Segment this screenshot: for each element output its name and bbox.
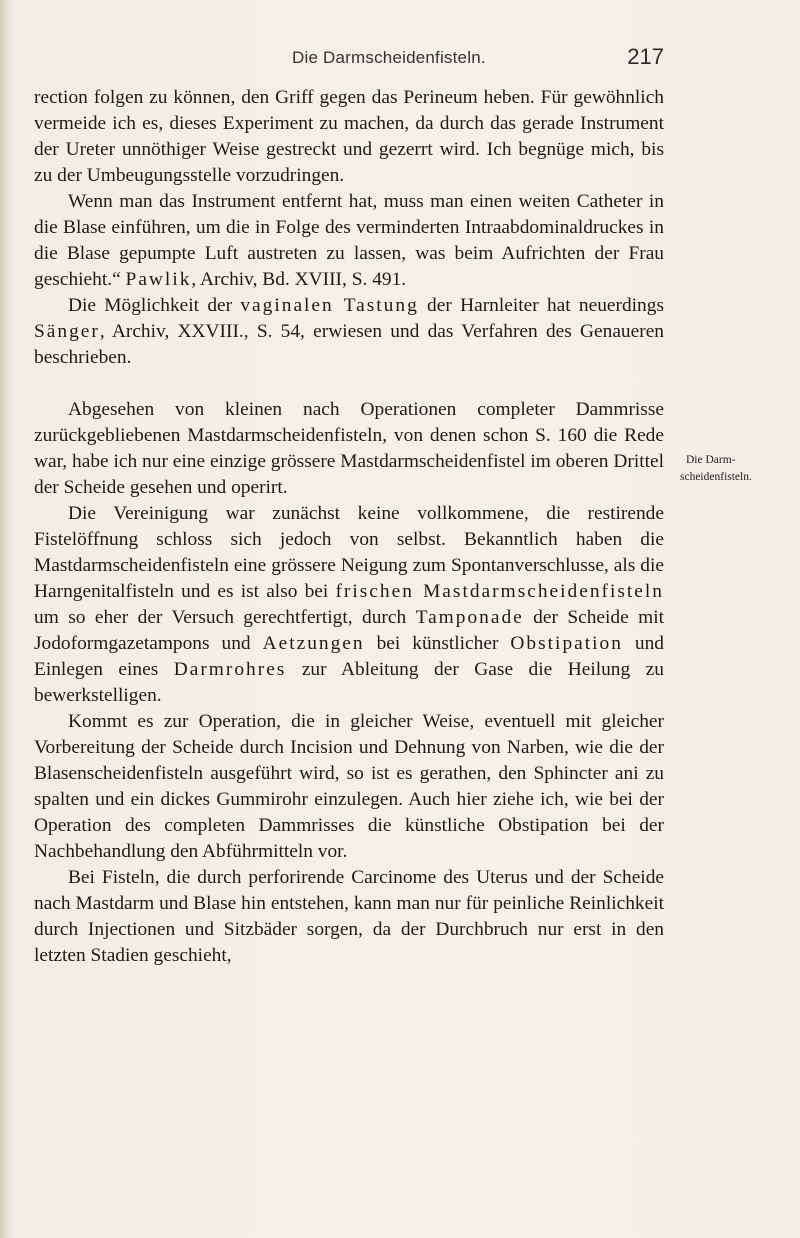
paragraph-catheter [34, 189, 664, 293]
margin-note-line: Die Darm- [686, 454, 736, 466]
paragraph-spontaneous-closure [34, 501, 664, 709]
paragraph-text: um so eher der Versuch gerechtfertigt, durch [34, 607, 416, 628]
paragraph-text: , Archiv, XXVIII., S. 54, erwiesen und das Verfahren des Genaueren beschrieben. [34, 321, 664, 368]
paragraph-carcinoma-fistulas: Bei Fisteln, die durch perforirende Carcinome des Uterus und der Scheide nach Mastdarm und Blase hin entstehen, kann man nur für peinliche Reinlichkeit durch Injectionen und Sitzbäder sorgen, da der Durchbruch nur erst in den letzten Stadien geschieht, [34, 867, 664, 966]
paragraph-text: der Harnleiter hat neuerdings [418, 295, 664, 316]
author-name: Sänger [34, 321, 100, 342]
page-header [34, 44, 664, 70]
paragraph-vaginal-palpation [34, 293, 664, 371]
paragraph-rectovaginal-fistulas: Abgesehen von kleinen nach Operationen completer Dammrisse zurückgebliebenen Mastdarmscheidenfisteln, von denen schon S. 160 die Rede war, habe ich nur eine einzige grössere Mastdarmscheidenfistel im oberen Drittel der Scheide gesehen und operirt. [34, 399, 664, 498]
paragraph-text: zur Ableitung der Gase die Heilung zu bewerkstelligen. [34, 659, 664, 706]
emphasis-text: vaginalen Tastung [240, 295, 419, 316]
emphasis-text: Darmrohres [173, 659, 287, 680]
paragraph-text: , Archiv, Bd. XVIII, S. 491. [191, 269, 407, 290]
paragraph-operation: Kommt es zur Operation, die in gleicher Weise, eventuell mit gleicher Vorbereitung der Scheide durch Incision und Dehnung von Narben, wie die der Blasenscheidenfisteln ausgeführt wird, so ist es gerathen, den Sphincter ani zu spalten und ein dickes Gummirohr einzulegen. Auch hier ziehe ich, wie bei der Operation des completen Dammrisses die künstliche Obstipation bei der Nachbehandlung den Abführmitteln vor. [34, 711, 664, 862]
running-title: Die Darmscheidenfisteln. [292, 48, 486, 67]
paragraph-continuation: rection folgen zu können, den Griff gegen das Perineum heben. Für gewöhnlich vermeide ich es, dieses Experiment zu machen, da durch das gerade Instrument der Ureter unnöthiger Weise gestreckt und gezerrt wird. Ich begnüge mich, bis zu der Umbeugungsstelle vorzudringen. [34, 87, 664, 186]
section-gap [34, 371, 664, 397]
margin-note-line: scheidenfisteln. [680, 471, 752, 483]
emphasis-text: Obstipation [510, 633, 623, 654]
emphasis-text: Aetzungen [262, 633, 365, 654]
author-name: Pawlik [125, 269, 192, 290]
paragraph-text: und Einlegen eines [34, 633, 664, 680]
paragraph-text: Wenn man das Instrument entfernt hat, muss man einen weiten Catheter in die Blase einführen, um die in Folge des verminderten Intraabdominaldruckes in die Blase gepumpte Luft austreten zu lassen, was beim Aufrichten der Frau geschieht.“ [34, 191, 664, 290]
body-text [34, 85, 664, 969]
paragraph-text: Die Vereinigung war zunächst keine vollkommene, die restirende Fistelöffnung schloss sich jedoch von selbst. Bekanntlich haben die Mastdarmscheidenfisteln eine grössere Neigung zum Spontanverschlusse, als die Harngenitalfisteln und es ist also bei [34, 503, 664, 602]
paragraph-text: der Scheide mit Jodoformgazetampons und [34, 607, 664, 654]
emphasis-text: frischen Mastdarmscheidenfisteln [335, 581, 664, 602]
paragraph-text: bei künstlicher [364, 633, 511, 654]
margin-note [680, 452, 798, 486]
page-number: 217 [627, 44, 664, 69]
emphasis-text: Tamponade [415, 607, 524, 628]
paragraph-text: Die Möglichkeit der [68, 295, 241, 316]
